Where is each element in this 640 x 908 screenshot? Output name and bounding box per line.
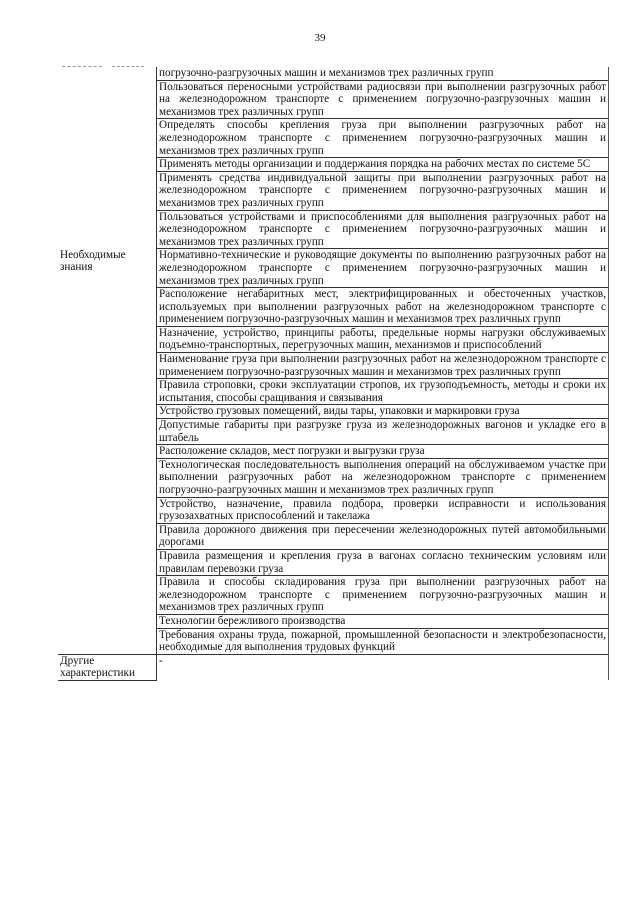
- knowledge-cell: Устройство, назначение, правила подбора, проверки исправности и использования грузозахватных приспособлений и такелажа: [157, 497, 609, 523]
- other-characteristics-label: Другие характеристики: [58, 654, 157, 680]
- skill-cell: Пользоваться переносными устройствами радиосвязи при выполнении разгрузочных работ на железнодорожном транспорте с применением погрузочно-разгрузочных машин и механизмов трех различных групп: [157, 80, 609, 119]
- table-row: [58, 654, 609, 680]
- knowledge-cell: Правила дорожного движения при пересечении железнодорожных путей автомобильными дорогами: [157, 523, 609, 549]
- knowledge-cell: Правила размещения и крепления груза в вагонах согласно техническим условиям или правилам перевозки груза: [157, 549, 609, 575]
- knowledge-cell: Требования охраны труда, пожарной, промышленной безопасности и электробезопасности, необходимые для выполнения трудовых функций: [157, 628, 609, 654]
- table-row: [58, 119, 609, 158]
- knowledge-cell: Расположение негабаритных мест, электрифицированных и обесточенных участков, используемых при выполнении разгрузочных работ на железнодорожном транспорте с применением погрузочно-разгрузочных машин и механизмов трех различных групп: [157, 288, 609, 327]
- knowledge-cell: Технологии бережливого производства: [157, 614, 609, 628]
- table-row: [58, 171, 609, 210]
- knowledge-cell: Наименование груза при выполнении разгрузочных работ на железнодорожном транспорте с применением погрузочно-разгрузочных машин и механизмов трех различных групп: [157, 353, 609, 379]
- knowledge-cell: Технологическая последовательность выполнения операций на обслуживаемом участке при выполнении разгрузочных работ на железнодорожном транспорте с применением погрузочно-разгрузочных машин и механизмов трех различных групп: [157, 458, 609, 497]
- knowledge-cell: Правила строповки, сроки эксплуатации стропов, их грузоподъемность, методы и сроки их испытания, способы сращивания и связывания: [157, 379, 609, 405]
- knowledge-cell: Расположение складов, мест погрузки и выгрузки груза: [157, 445, 609, 459]
- skill-cell: Применять методы организации и поддержания порядка на рабочих местах по системе 5С: [157, 158, 609, 172]
- knowledge-cell: Допустимые габариты при разгрузке груза из железнодорожных вагонов и укладке его в штабель: [157, 419, 609, 445]
- page-number: 39: [314, 32, 326, 44]
- table-row: [58, 158, 609, 172]
- skill-cell: погрузочно-разгрузочных машин и механизмов трех различных групп: [157, 67, 609, 80]
- knowledge-cell: Устройство грузовых помещений, виды тары, упаковки и маркировки груза: [157, 405, 609, 419]
- knowledge-cell: Назначение, устройство, принципы работы, предельные нормы нагрузки обслуживаемых подъемно-транспортных, перегрузочных машин, механизмов и приспособлений: [157, 326, 609, 352]
- knowledge-cell: Нормативно-технические и руководящие документы по выполнению разгрузочных работ на железнодорожном транспорте с применением погрузочно-разгрузочных машин и механизмов трех различных групп: [157, 249, 609, 288]
- skill-cell: Применять средства индивидуальной защиты при выполнении разгрузочных работ на железнодорожном транспорте с применением погрузочно-разгрузочных машин и механизмов трех различных групп: [157, 171, 609, 210]
- table-row: [58, 249, 609, 288]
- skill-cell: Определять способы крепления груза при выполнении разгрузочных работ на железнодорожном транспорте с применением погрузочно-разгрузочных машин и механизмов трех различных групп: [157, 119, 609, 158]
- skill-cell: Пользоваться устройствами и приспособлениями для выполнения разгрузочных работ на железнодорожном транспорте с применением погрузочно-разгрузочных машин и механизмов трех различных групп: [157, 210, 609, 249]
- table-row: [58, 67, 609, 80]
- other-characteristics-cell: -: [157, 654, 609, 680]
- table-row: [58, 80, 609, 119]
- knowledge-label: Необходимые знания: [60, 248, 126, 274]
- competency-table: [58, 67, 609, 681]
- knowledge-cell: Правила и способы складирования груза при выполнении разгрузочных работ на железнодорожном транспорте с применением погрузочно-разгрузочных машин и механизмов трех различных групп: [157, 576, 609, 615]
- table-row: [58, 210, 609, 249]
